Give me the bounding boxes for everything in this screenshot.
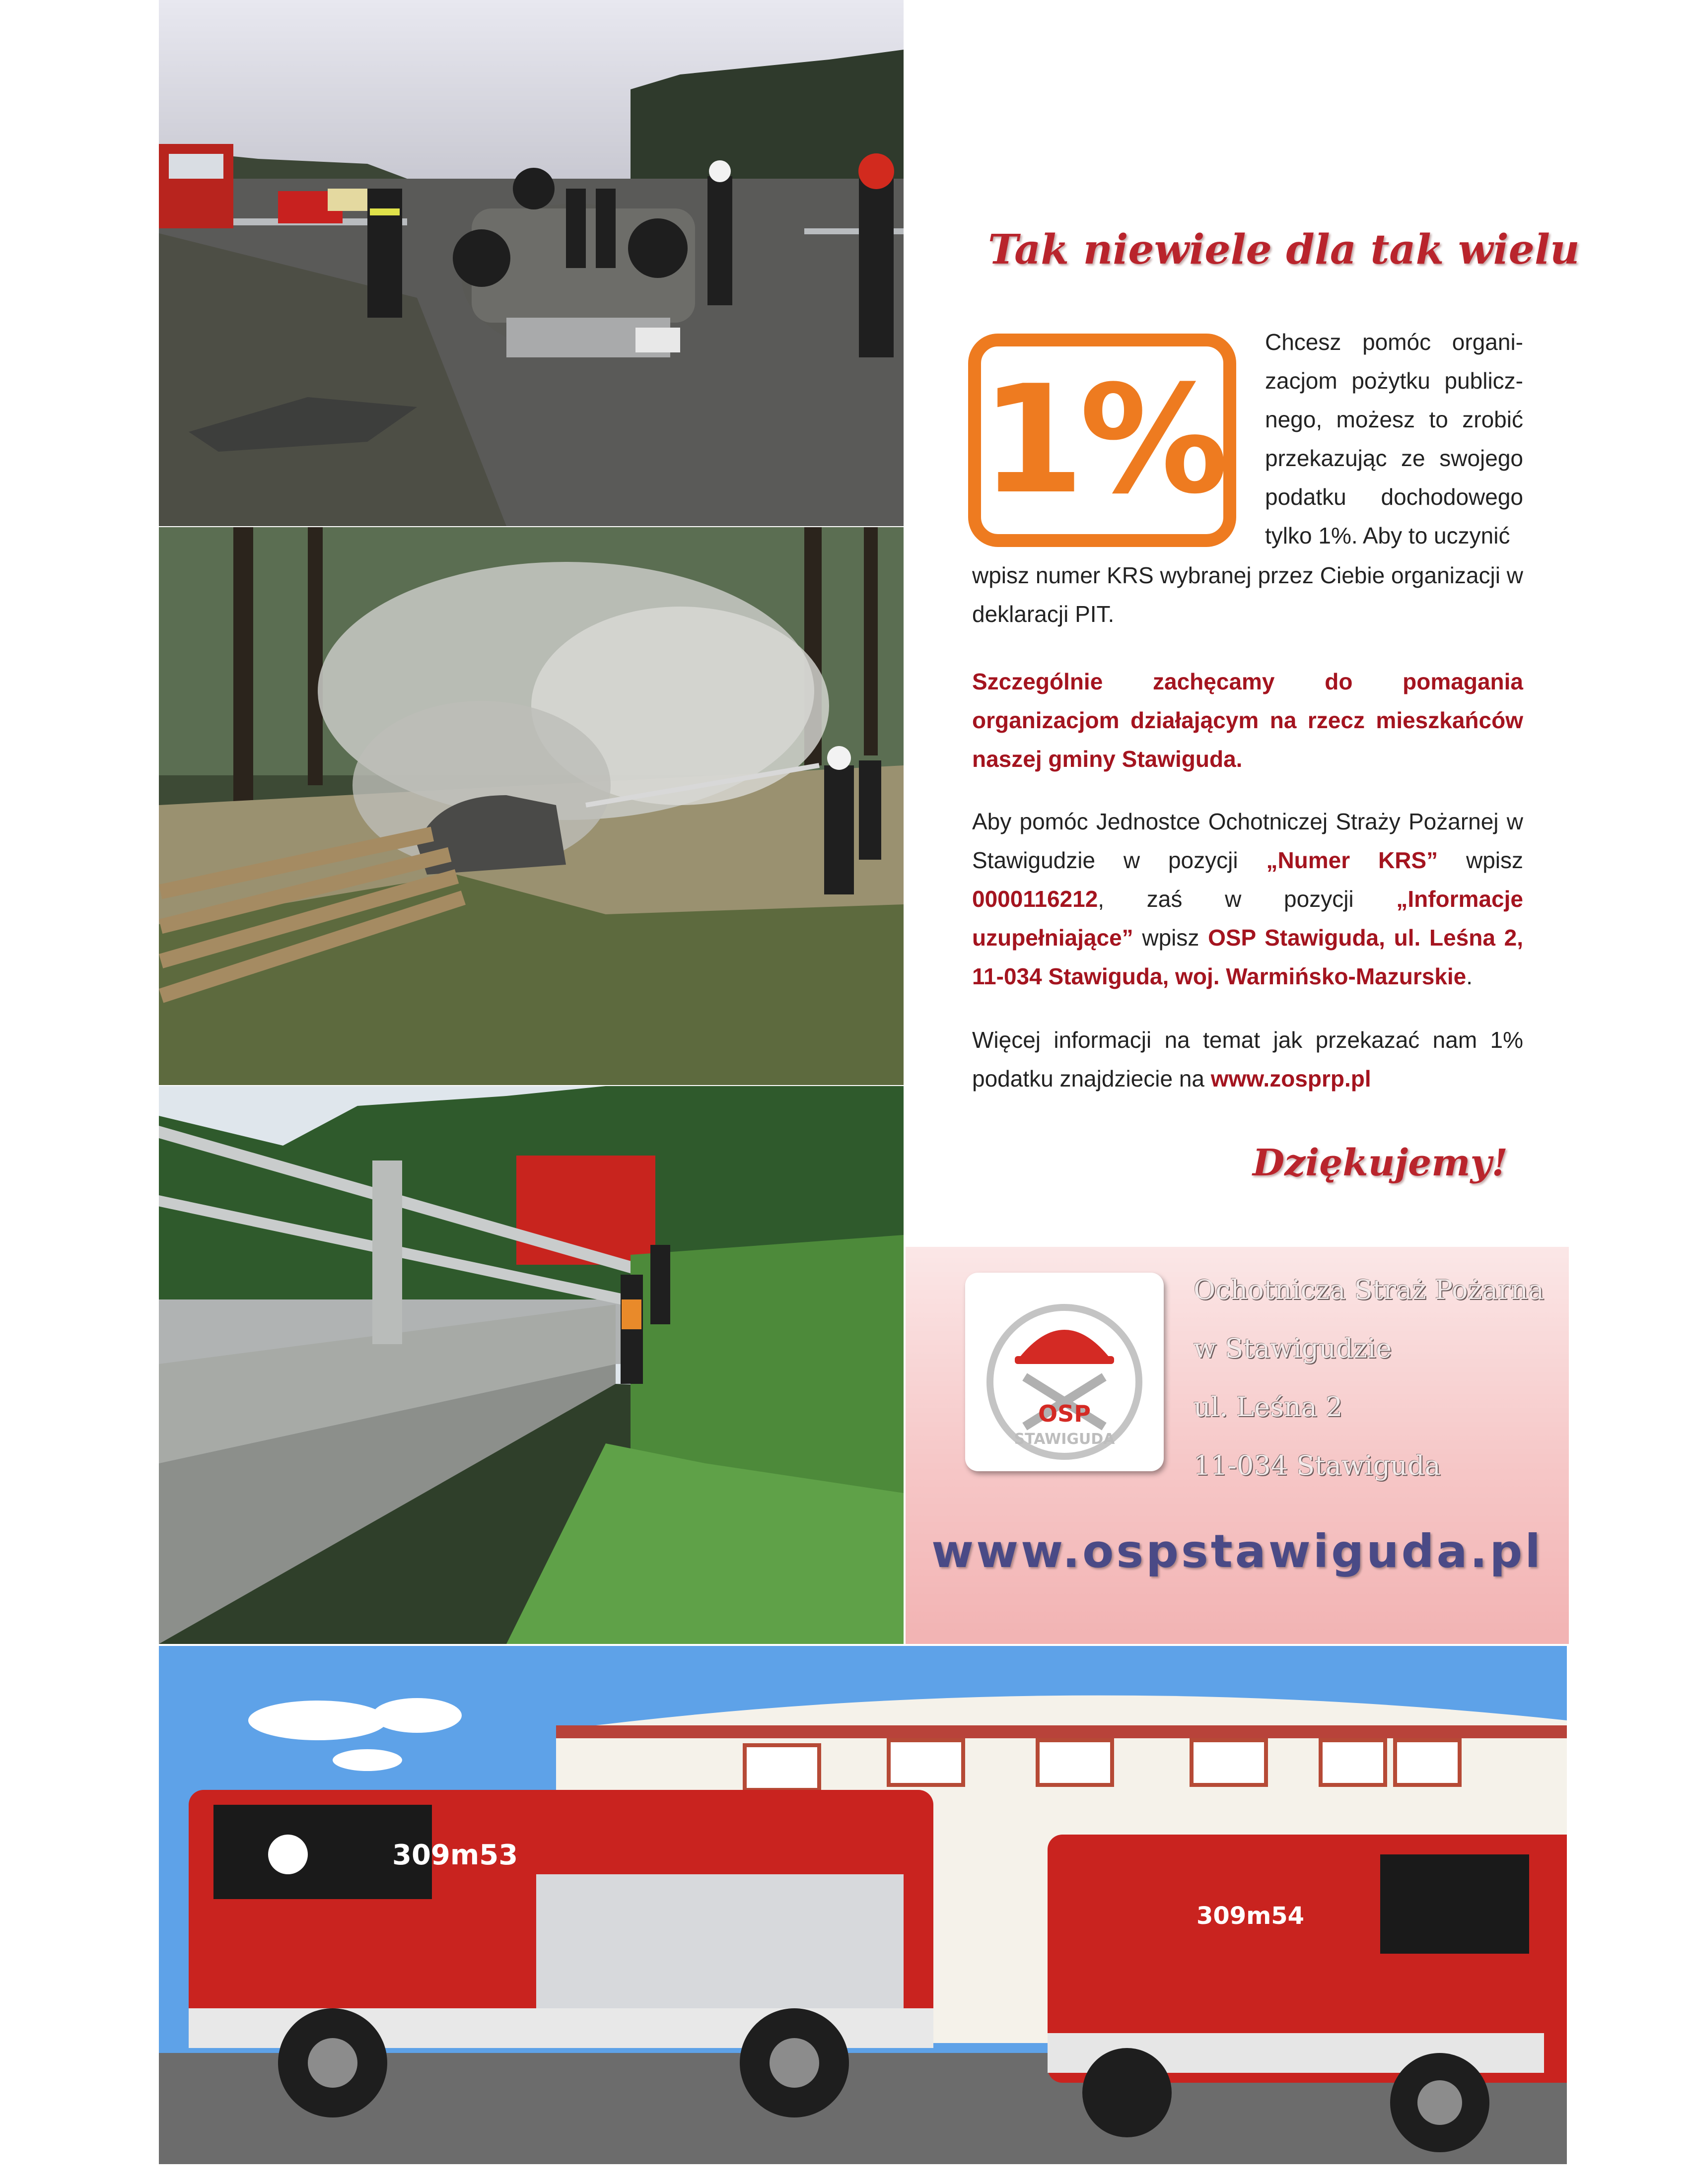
one-percent-label: 1% xyxy=(981,353,1224,527)
org-city: 11-034 Stawiguda xyxy=(1194,1450,1441,1481)
org-street: ul. Leśna 2 xyxy=(1194,1391,1343,1423)
encourage-text: Szczególnie zachęcamy do pomagania organizacjom działającym na rzecz mieszkańców naszej gminy Stawiguda. xyxy=(972,669,1523,772)
instr-join2: , zaś w pozycji xyxy=(1098,886,1397,912)
krs-number: 0000116212 xyxy=(972,886,1098,912)
page-title: Tak niewiele dla tak wielu xyxy=(988,226,1580,273)
logo-subtext: STAWIGUDA xyxy=(1014,1431,1115,1448)
instr-intro: Aby pomóc Jednostce Ochotniczej Straży Pożarnej w Stawigudzie w pozycji xyxy=(972,809,1523,873)
photo-burning-car xyxy=(159,527,904,1085)
more-info-text xyxy=(972,1021,1523,1098)
intro-text: Chcesz pomóc organi-zacjom pożytku publicz-nego, możesz to zrobić przekazując ze swojego podatku dochodowego tylko 1%. Aby to uczynić xyxy=(1265,329,1523,548)
organization-card xyxy=(906,1247,1569,1644)
photo-bridge-rescue xyxy=(159,1086,904,1644)
org-name: Ochotnicza Straż Pożarna xyxy=(1194,1274,1545,1305)
instr-join1: wpisz xyxy=(1438,847,1524,873)
instr-end: . xyxy=(1466,963,1473,989)
info-label: „Informacje uzupełniające” xyxy=(972,886,1523,951)
more-info-label: Więcej informacji na temat jak przekazać nam 1% podatku znajdziecie na xyxy=(972,1027,1523,1092)
instr-join3: wpisz xyxy=(1133,925,1208,951)
zosprp-link[interactable]: www.zosprp.pl xyxy=(1210,1066,1371,1092)
krs-label: „Numer KRS” xyxy=(1266,847,1438,873)
photo-fire-station xyxy=(159,1646,1567,2164)
photo-overturned-car xyxy=(159,0,904,526)
instructions-text xyxy=(972,802,1523,996)
logo-text: OSP xyxy=(1038,1400,1091,1427)
info-value: OSP Stawiguda, ul. Leśna 2, 11-034 Stawiguda, woj. Warmińsko-Mazurskie xyxy=(972,925,1523,989)
truck1-number: 309m53 xyxy=(392,1839,518,1871)
org-name-line2: w Stawigudzie xyxy=(1194,1333,1392,1364)
one-percent-badge xyxy=(968,334,1236,547)
organization-address xyxy=(1194,1261,1544,1495)
osp-logo xyxy=(965,1273,1164,1471)
intro-text-continued: wpisz numer KRS wybranej przez Ciebie organizacji w deklaracji PIT. xyxy=(972,562,1523,627)
website-link[interactable]: www.ospstawiguda.pl xyxy=(931,1525,1543,1578)
truck2-number: 309m54 xyxy=(1196,1902,1305,1930)
thanks-heading: Dziękujemy! xyxy=(1252,1142,1508,1184)
